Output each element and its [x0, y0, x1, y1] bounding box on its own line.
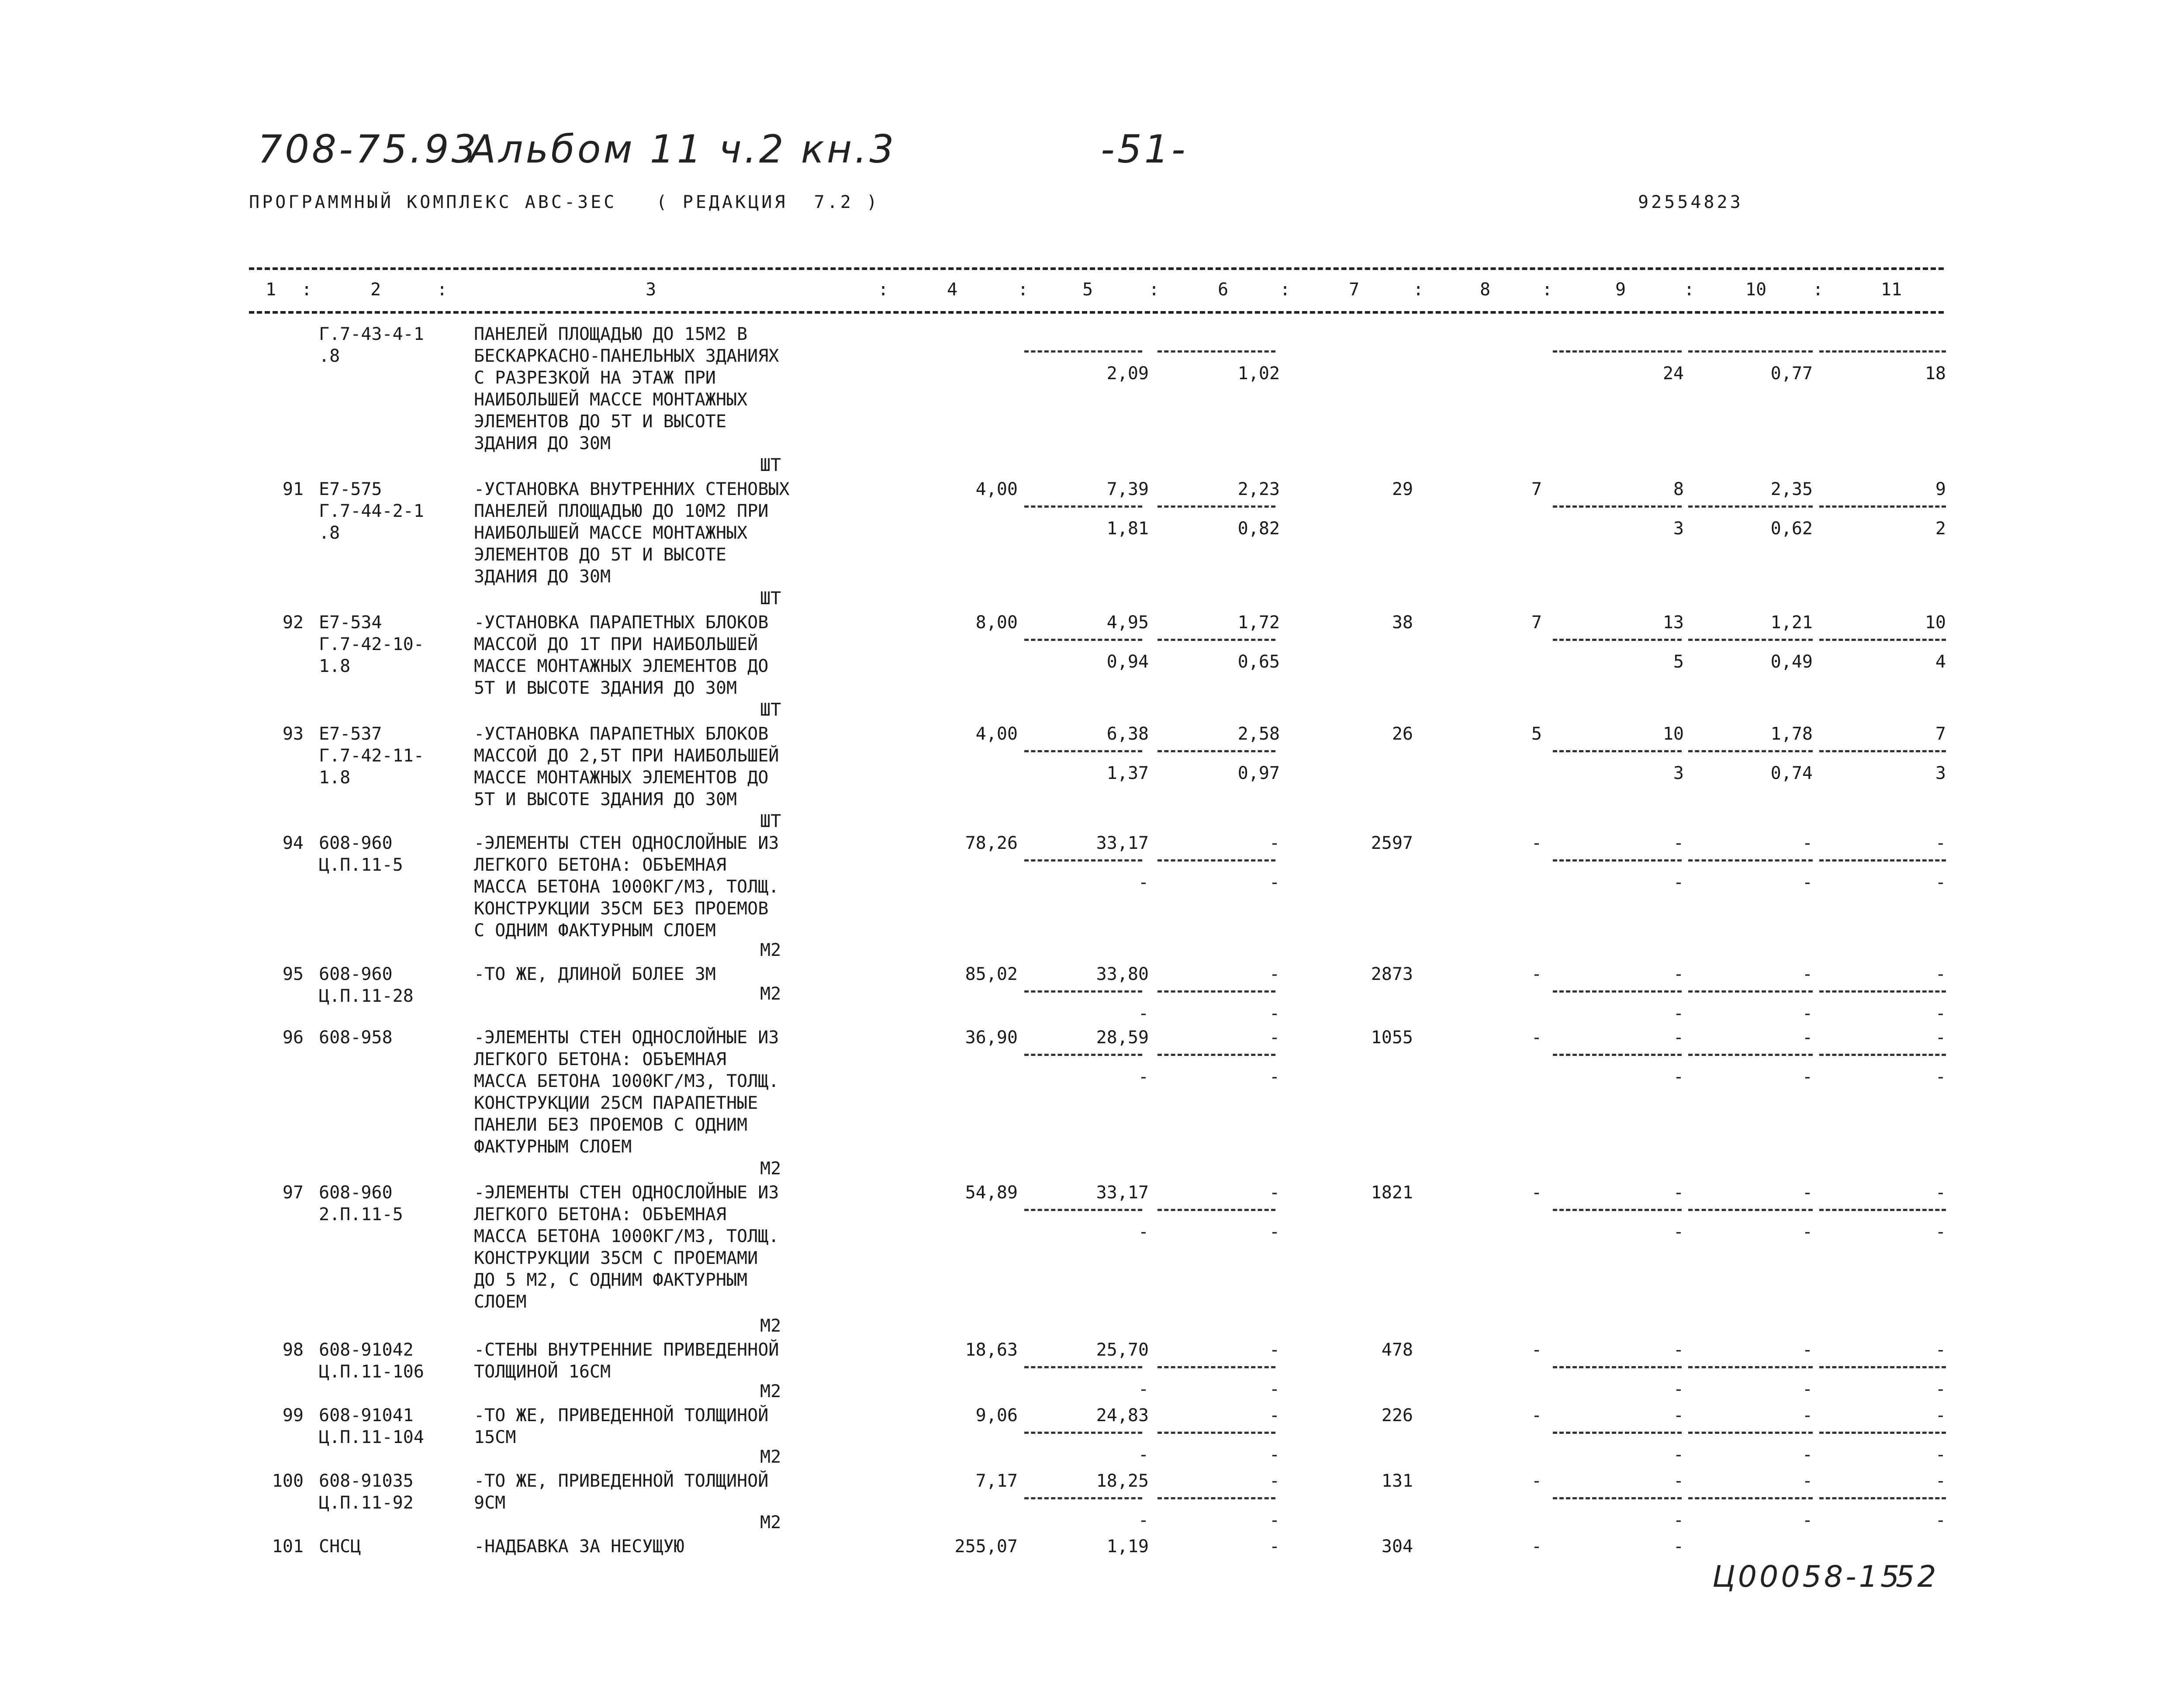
row-unit: ШТ	[760, 700, 781, 720]
sub-value-s11: 4	[1935, 652, 1946, 672]
sub-divider	[1553, 859, 1682, 862]
sub-divider	[1553, 1366, 1682, 1368]
value-c4: 255,07	[954, 1536, 1018, 1557]
sub-value-s5: 1,37	[1106, 763, 1149, 783]
value-c7: 38	[1392, 612, 1413, 633]
sub-divider	[1688, 990, 1813, 993]
value-c8: -	[1531, 1340, 1542, 1360]
sub-divider	[1553, 350, 1682, 353]
row-code: СНСЦ	[319, 1536, 361, 1557]
handwritten-album: Альбом 11 ч.2 кн.3	[470, 127, 897, 172]
sub-divider	[1688, 1209, 1813, 1211]
sub-value-s11: -	[1935, 1445, 1946, 1465]
value-c11: -	[1935, 964, 1946, 984]
sub-divider	[1024, 1432, 1142, 1434]
sub-divider	[1688, 859, 1813, 862]
row-unit: ШТ	[760, 811, 781, 831]
value-c10: 2,35	[1770, 479, 1813, 499]
sub-divider	[1819, 990, 1946, 993]
sub-divider	[1688, 639, 1813, 641]
value-c9: -	[1673, 1183, 1684, 1203]
sub-value-s6: 1,02	[1237, 363, 1280, 384]
sub-value-s6: 0,65	[1237, 652, 1280, 672]
value-c10: -	[1802, 1340, 1813, 1360]
sub-divider	[1024, 750, 1142, 752]
sub-divider	[1024, 1209, 1142, 1211]
sub-divider	[1553, 639, 1682, 641]
row-unit: М2	[760, 1447, 781, 1467]
value-c11: -	[1935, 1405, 1946, 1426]
sub-divider	[1688, 350, 1813, 353]
sub-divider	[1819, 1432, 1946, 1434]
handwritten-sheet-number: 52	[1896, 1560, 1939, 1594]
row-number: 97	[282, 1183, 304, 1203]
value-c5: 7,39	[1106, 479, 1149, 499]
row-code: 608-91035 Ц.П.11-92	[319, 1471, 414, 1513]
sub-divider	[1553, 990, 1682, 993]
column-separator: :	[1280, 280, 1291, 300]
row-description: -УСТАНОВКА ПАРАПЕТНЫХ БЛОКОВ МАССОЙ ДО 1Т ПРИ НАИБОЛЬШЕЙ МАССЕ МОНТАЖНЫХ ЭЛЕМЕНТОВ ДО 5Т И ВЫСОТЕ ЗДАНИЯ ДО 30М	[474, 612, 769, 698]
row-code: Е7-575 Г.7-44-2-1 .8	[319, 479, 424, 543]
value-c5: 6,38	[1106, 724, 1149, 744]
sub-divider	[1158, 1497, 1275, 1499]
sub-value-s11: -	[1935, 1510, 1946, 1530]
sub-value-s9: -	[1673, 1445, 1684, 1465]
column-header: 4	[947, 280, 958, 300]
value-c8: -	[1531, 964, 1542, 984]
sub-value-s10: -	[1802, 1067, 1813, 1087]
row-number: 92	[282, 612, 304, 633]
sub-divider	[1158, 859, 1275, 862]
sub-value-s5: -	[1138, 1445, 1149, 1465]
sub-divider	[1819, 859, 1946, 862]
value-c7: 26	[1392, 724, 1413, 744]
sub-divider	[1158, 750, 1275, 752]
value-c9: -	[1673, 833, 1684, 853]
row-code: Г.7-43-4-1 .8	[319, 324, 424, 366]
sub-value-s5: 1,81	[1106, 519, 1149, 539]
value-c9: 8	[1673, 479, 1684, 499]
sub-divider	[1688, 1432, 1813, 1434]
row-description: ПАНЕЛЕЙ ПЛОЩАДЬЮ ДО 15М2 В БЕСКАРКАСНО-ПАНЕЛЬНЫХ ЗДАНИЯХ С РАЗРЕЗКОЙ НА ЭТАЖ ПРИ НАИБОЛЬШЕЙ МАССЕ МОНТАЖНЫХ ЭЛЕМЕНТОВ ДО 5Т И ВЫСОТЕ ЗДАНИЯ ДО 30М	[474, 324, 779, 453]
sub-value-s5: -	[1138, 1067, 1149, 1087]
sub-divider	[1553, 1054, 1682, 1056]
sub-divider	[1819, 505, 1946, 508]
value-c5: 1,19	[1106, 1536, 1149, 1557]
sub-value-s10: 0,77	[1770, 363, 1813, 384]
value-c8: 5	[1531, 724, 1542, 744]
value-c8: -	[1531, 1183, 1542, 1203]
row-code: 608-960 Ц.П.11-28	[319, 964, 414, 1006]
row-description: -УСТАНОВКА ПАРАПЕТНЫХ БЛОКОВ МАССОЙ ДО 2,5Т ПРИ НАИБОЛЬШЕЙ МАССЕ МОНТАЖНЫХ ЭЛЕМЕНТОВ ДО 5Т И ВЫСОТЕ ЗДАНИЯ ДО 30М	[474, 724, 779, 810]
value-c11: 7	[1935, 724, 1946, 744]
value-c11: -	[1935, 833, 1946, 853]
value-c11: -	[1935, 1471, 1946, 1491]
sub-divider	[1688, 1497, 1813, 1499]
sub-divider	[1819, 1054, 1946, 1056]
program-line: ПРОГРАММНЫЙ КОМПЛЕКС АВС-3ЕС ( РЕДАКЦИЯ 7.2 )	[249, 192, 880, 212]
value-c6: 2,58	[1237, 724, 1280, 744]
value-c4: 36,90	[965, 1028, 1018, 1048]
value-c9: -	[1673, 1028, 1684, 1048]
value-c6: -	[1269, 1340, 1280, 1360]
sub-value-s6: -	[1269, 1222, 1280, 1242]
column-header: 10	[1745, 280, 1767, 300]
value-c7: 2873	[1371, 964, 1413, 984]
sub-value-s5: -	[1138, 872, 1149, 893]
row-unit: М2	[760, 1381, 781, 1401]
value-c8: -	[1531, 1028, 1542, 1048]
value-c10: -	[1802, 1183, 1813, 1203]
value-c8: 7	[1531, 612, 1542, 633]
row-description: -ТО ЖЕ, ДЛИНОЙ БОЛЕЕ 3М	[474, 964, 716, 984]
value-c4: 7,17	[975, 1471, 1018, 1491]
value-c8: -	[1531, 833, 1542, 853]
column-separator: :	[1018, 280, 1029, 300]
sub-value-s5: -	[1138, 1222, 1149, 1242]
value-c5: 25,70	[1096, 1340, 1149, 1360]
row-description: -НАДБАВКА ЗА НЕСУЩУЮ	[474, 1536, 684, 1557]
handwritten-stamp: Ц00058-15	[1712, 1560, 1902, 1594]
header-top-rule	[249, 267, 1944, 270]
value-c8: -	[1531, 1536, 1542, 1557]
row-code: 608-958	[319, 1028, 393, 1048]
column-separator: :	[437, 280, 448, 300]
sub-divider	[1158, 1432, 1275, 1434]
sub-divider	[1553, 1497, 1682, 1499]
sub-value-s11: -	[1935, 872, 1946, 893]
row-number: 94	[282, 833, 304, 853]
value-c8: -	[1531, 1471, 1542, 1491]
value-c9: -	[1673, 964, 1684, 984]
value-c6: -	[1269, 833, 1280, 853]
sub-divider	[1819, 1366, 1946, 1368]
sub-value-s10: -	[1802, 1379, 1813, 1399]
sub-value-s9: -	[1673, 872, 1684, 893]
sub-divider	[1024, 350, 1142, 353]
value-c9: -	[1673, 1471, 1684, 1491]
value-c4: 85,02	[965, 964, 1018, 984]
sub-value-s6: -	[1269, 1379, 1280, 1399]
sub-value-s10: 0,49	[1770, 652, 1813, 672]
sub-divider	[1024, 990, 1142, 993]
sub-value-s9: -	[1673, 1222, 1684, 1242]
sub-divider	[1819, 750, 1946, 752]
value-c7: 29	[1392, 479, 1413, 499]
value-c9: -	[1673, 1340, 1684, 1360]
value-c9: -	[1673, 1536, 1684, 1557]
sub-value-s6: 0,82	[1237, 519, 1280, 539]
column-header: 11	[1880, 280, 1902, 300]
value-c11: -	[1935, 1183, 1946, 1203]
value-c8: 7	[1531, 479, 1542, 499]
value-c4: 4,00	[975, 479, 1018, 499]
value-c9: 13	[1662, 612, 1684, 633]
row-unit: М2	[760, 984, 781, 1004]
value-c6: 2,23	[1237, 479, 1280, 499]
sub-value-s6: 0,97	[1237, 763, 1280, 783]
sub-divider	[1688, 505, 1813, 508]
column-header: 2	[370, 280, 381, 300]
column-header: 9	[1615, 280, 1626, 300]
column-separator: :	[1684, 280, 1695, 300]
sub-divider	[1158, 990, 1275, 993]
sub-divider	[1819, 1497, 1946, 1499]
row-number: 100	[272, 1471, 304, 1491]
sub-value-s10: 0,74	[1770, 763, 1813, 783]
sub-divider	[1819, 639, 1946, 641]
value-c9: -	[1673, 1405, 1684, 1426]
row-description: -СТЕНЫ ВНУТРЕННИЕ ПРИВЕДЕННОЙ ТОЛЩИНОЙ 16СМ	[474, 1340, 779, 1382]
row-unit: М2	[760, 940, 781, 960]
sub-value-s10: 0,62	[1770, 519, 1813, 539]
row-code: 608-91041 Ц.П.11-104	[319, 1405, 424, 1447]
sub-divider	[1158, 350, 1275, 353]
sub-value-s10: -	[1802, 1222, 1813, 1242]
sub-divider	[1158, 505, 1275, 508]
row-number: 93	[282, 724, 304, 744]
value-c6: -	[1269, 1405, 1280, 1426]
sub-value-s11: 3	[1935, 763, 1946, 783]
value-c5: 24,83	[1096, 1405, 1149, 1426]
value-c5: 33,80	[1096, 964, 1149, 984]
sub-value-s5: -	[1138, 1004, 1149, 1024]
sub-value-s9: -	[1673, 1067, 1684, 1087]
sub-value-s11: -	[1935, 1379, 1946, 1399]
value-c10: -	[1802, 1028, 1813, 1048]
row-description: -ЭЛЕМЕНТЫ СТЕН ОДНОСЛОЙНЫЕ ИЗ ЛЕГКОГО БЕТОНА: ОБЪЕМНАЯ МАССА БЕТОНА 1000КГ/М3, ТОЛЩ. КОНСТРУКЦИИ 35СМ БЕЗ ПРОЕМОВ С ОДНИМ ФАКТУРНЫМ СЛОЕМ	[474, 833, 779, 941]
value-c4: 18,63	[965, 1340, 1018, 1360]
row-unit: М2	[760, 1159, 781, 1179]
value-c7: 2597	[1371, 833, 1413, 853]
sub-divider	[1024, 1054, 1142, 1056]
sub-value-s10: -	[1802, 1445, 1813, 1465]
column-separator: :	[1413, 280, 1424, 300]
sub-divider	[1158, 1054, 1275, 1056]
value-c5: 28,59	[1096, 1028, 1149, 1048]
sub-value-s5: 0,94	[1106, 652, 1149, 672]
row-unit: М2	[760, 1316, 781, 1336]
handwritten-page-number: -51-	[1101, 127, 1188, 172]
row-number: 95	[282, 964, 304, 984]
column-separator: :	[1149, 280, 1160, 300]
value-c11: 10	[1925, 612, 1946, 633]
value-c7: 226	[1381, 1405, 1413, 1426]
column-header: 8	[1479, 280, 1491, 300]
row-number: 99	[282, 1405, 304, 1426]
header-bottom-rule	[249, 311, 1944, 314]
sub-divider	[1024, 1497, 1142, 1499]
row-number: 98	[282, 1340, 304, 1360]
sub-divider	[1688, 1366, 1813, 1368]
value-c10: -	[1802, 833, 1813, 853]
value-c10: 1,78	[1770, 724, 1813, 744]
row-code: 608-91042 Ц.П.11-106	[319, 1340, 424, 1382]
value-c4: 9,06	[975, 1405, 1018, 1426]
row-number: 96	[282, 1028, 304, 1048]
sub-value-s9: 3	[1673, 519, 1684, 539]
sub-value-s9: 24	[1662, 363, 1684, 384]
sub-divider	[1688, 750, 1813, 752]
value-c10: -	[1802, 1405, 1813, 1426]
sub-value-s9: -	[1673, 1004, 1684, 1024]
row-description: -ТО ЖЕ, ПРИВЕДЕННОЙ ТОЛЩИНОЙ 9СМ	[474, 1471, 769, 1513]
sub-value-s5: -	[1138, 1379, 1149, 1399]
row-description: -ЭЛЕМЕНТЫ СТЕН ОДНОСЛОЙНЫЕ ИЗ ЛЕГКОГО БЕТОНА: ОБЪЕМНАЯ МАССА БЕТОНА 1000КГ/М3, ТОЛЩ. КОНСТРУКЦИИ 35СМ С ПРОЕМАМИ ДО 5 М2, С ОДНИМ ФАКТУРНЫМ СЛОЕМ	[474, 1183, 779, 1312]
value-c7: 131	[1381, 1471, 1413, 1491]
value-c10: -	[1802, 964, 1813, 984]
row-unit: М2	[760, 1512, 781, 1533]
row-code: 608-960 Ц.П.11-5	[319, 833, 403, 875]
row-number: 91	[282, 479, 304, 499]
value-c4: 4,00	[975, 724, 1018, 744]
column-header: 7	[1348, 280, 1360, 300]
sub-divider	[1819, 1209, 1946, 1211]
sub-value-s9: -	[1673, 1379, 1684, 1399]
sub-divider	[1553, 505, 1682, 508]
row-unit: ШТ	[760, 588, 781, 609]
sub-divider	[1819, 350, 1946, 353]
sub-divider	[1158, 639, 1275, 641]
value-c9: 10	[1662, 724, 1684, 744]
value-c7: 1821	[1371, 1183, 1413, 1203]
column-separator: :	[1813, 280, 1824, 300]
value-c6: -	[1269, 964, 1280, 984]
sub-value-s11: -	[1935, 1067, 1946, 1087]
sub-value-s6: -	[1269, 872, 1280, 893]
row-code: Е7-537 Г.7-42-11- 1.8	[319, 724, 424, 788]
row-code: Е7-534 Г.7-42-10- 1.8	[319, 612, 424, 676]
value-c6: -	[1269, 1471, 1280, 1491]
sub-value-s6: -	[1269, 1510, 1280, 1530]
column-header: 6	[1217, 280, 1229, 300]
value-c7: 478	[1381, 1340, 1413, 1360]
sub-value-s6: -	[1269, 1004, 1280, 1024]
sub-divider	[1024, 859, 1142, 862]
sub-divider	[1688, 1054, 1813, 1056]
column-header: 5	[1082, 280, 1093, 300]
sub-value-s11: 2	[1935, 519, 1946, 539]
column-separator: :	[301, 280, 312, 300]
sub-value-s11: -	[1935, 1222, 1946, 1242]
value-c10: -	[1802, 1471, 1813, 1491]
value-c4: 8,00	[975, 612, 1018, 633]
value-c10: 1,21	[1770, 612, 1813, 633]
sub-value-s6: -	[1269, 1445, 1280, 1465]
value-c7: 304	[1381, 1536, 1413, 1557]
sub-divider	[1024, 505, 1142, 508]
row-code: 608-960 2.П.11-5	[319, 1183, 403, 1225]
column-header: 1	[265, 280, 276, 300]
value-c11: -	[1935, 1340, 1946, 1360]
sub-divider	[1158, 1366, 1275, 1368]
value-c7: 1055	[1371, 1028, 1413, 1048]
sub-value-s9: 5	[1673, 652, 1684, 672]
column-header: 3	[645, 280, 657, 300]
sub-value-s10: -	[1802, 1510, 1813, 1530]
sub-value-s9: -	[1673, 1510, 1684, 1530]
row-description: -ТО ЖЕ, ПРИВЕДЕННОЙ ТОЛЩИНОЙ 15СМ	[474, 1405, 769, 1447]
value-c5: 18,25	[1096, 1471, 1149, 1491]
sub-value-s9: 3	[1673, 763, 1684, 783]
value-c4: 78,26	[965, 833, 1018, 853]
row-description: -УСТАНОВКА ВНУТРЕННИХ СТЕНОВЫХ ПАНЕЛЕЙ ПЛОЩАДЬЮ ДО 10М2 ПРИ НАИБОЛЬШЕЙ МАССЕ МОНТАЖНЫХ ЭЛЕМЕНТОВ ДО 5Т И ВЫСОТЕ ЗДАНИЯ ДО 30М	[474, 479, 790, 587]
code-number: 92554823	[1638, 192, 1743, 212]
column-separator: :	[878, 280, 889, 300]
sub-value-s11: -	[1935, 1004, 1946, 1024]
sub-value-s10: -	[1802, 1004, 1813, 1024]
value-c11: -	[1935, 1028, 1946, 1048]
row-number: 101	[272, 1536, 304, 1557]
sub-divider	[1553, 750, 1682, 752]
sub-value-s6: -	[1269, 1067, 1280, 1087]
sub-value-s10: -	[1802, 872, 1813, 893]
sub-divider	[1553, 1209, 1682, 1211]
row-description: -ЭЛЕМЕНТЫ СТЕН ОДНОСЛОЙНЫЕ ИЗ ЛЕГКОГО БЕТОНА: ОБЪЕМНАЯ МАССА БЕТОНА 1000КГ/М3, ТОЛЩ. КОНСТРУКЦИИ 25СМ ПАРАПЕТНЫЕ ПАНЕЛИ БЕЗ ПРОЕМОВ С ОДНИМ ФАКТУРНЫМ СЛОЕМ	[474, 1028, 779, 1157]
value-c4: 54,89	[965, 1183, 1018, 1203]
value-c11: 9	[1935, 479, 1946, 499]
value-c8: -	[1531, 1405, 1542, 1426]
sub-divider	[1158, 1209, 1275, 1211]
column-separator: :	[1542, 280, 1553, 300]
value-c6: -	[1269, 1183, 1280, 1203]
sub-divider	[1024, 1366, 1142, 1368]
value-c6: -	[1269, 1028, 1280, 1048]
value-c6: -	[1269, 1536, 1280, 1557]
row-unit: ШТ	[760, 455, 781, 475]
sub-value-s5: -	[1138, 1510, 1149, 1530]
handwritten-code: 708-75.93	[258, 127, 479, 172]
sub-divider	[1553, 1432, 1682, 1434]
sub-value-s11: 18	[1925, 363, 1946, 384]
sub-value-s5: 2,09	[1106, 363, 1149, 384]
value-c5: 33,17	[1096, 1183, 1149, 1203]
value-c5: 33,17	[1096, 833, 1149, 853]
value-c6: 1,72	[1237, 612, 1280, 633]
value-c5: 4,95	[1106, 612, 1149, 633]
sub-divider	[1024, 639, 1142, 641]
